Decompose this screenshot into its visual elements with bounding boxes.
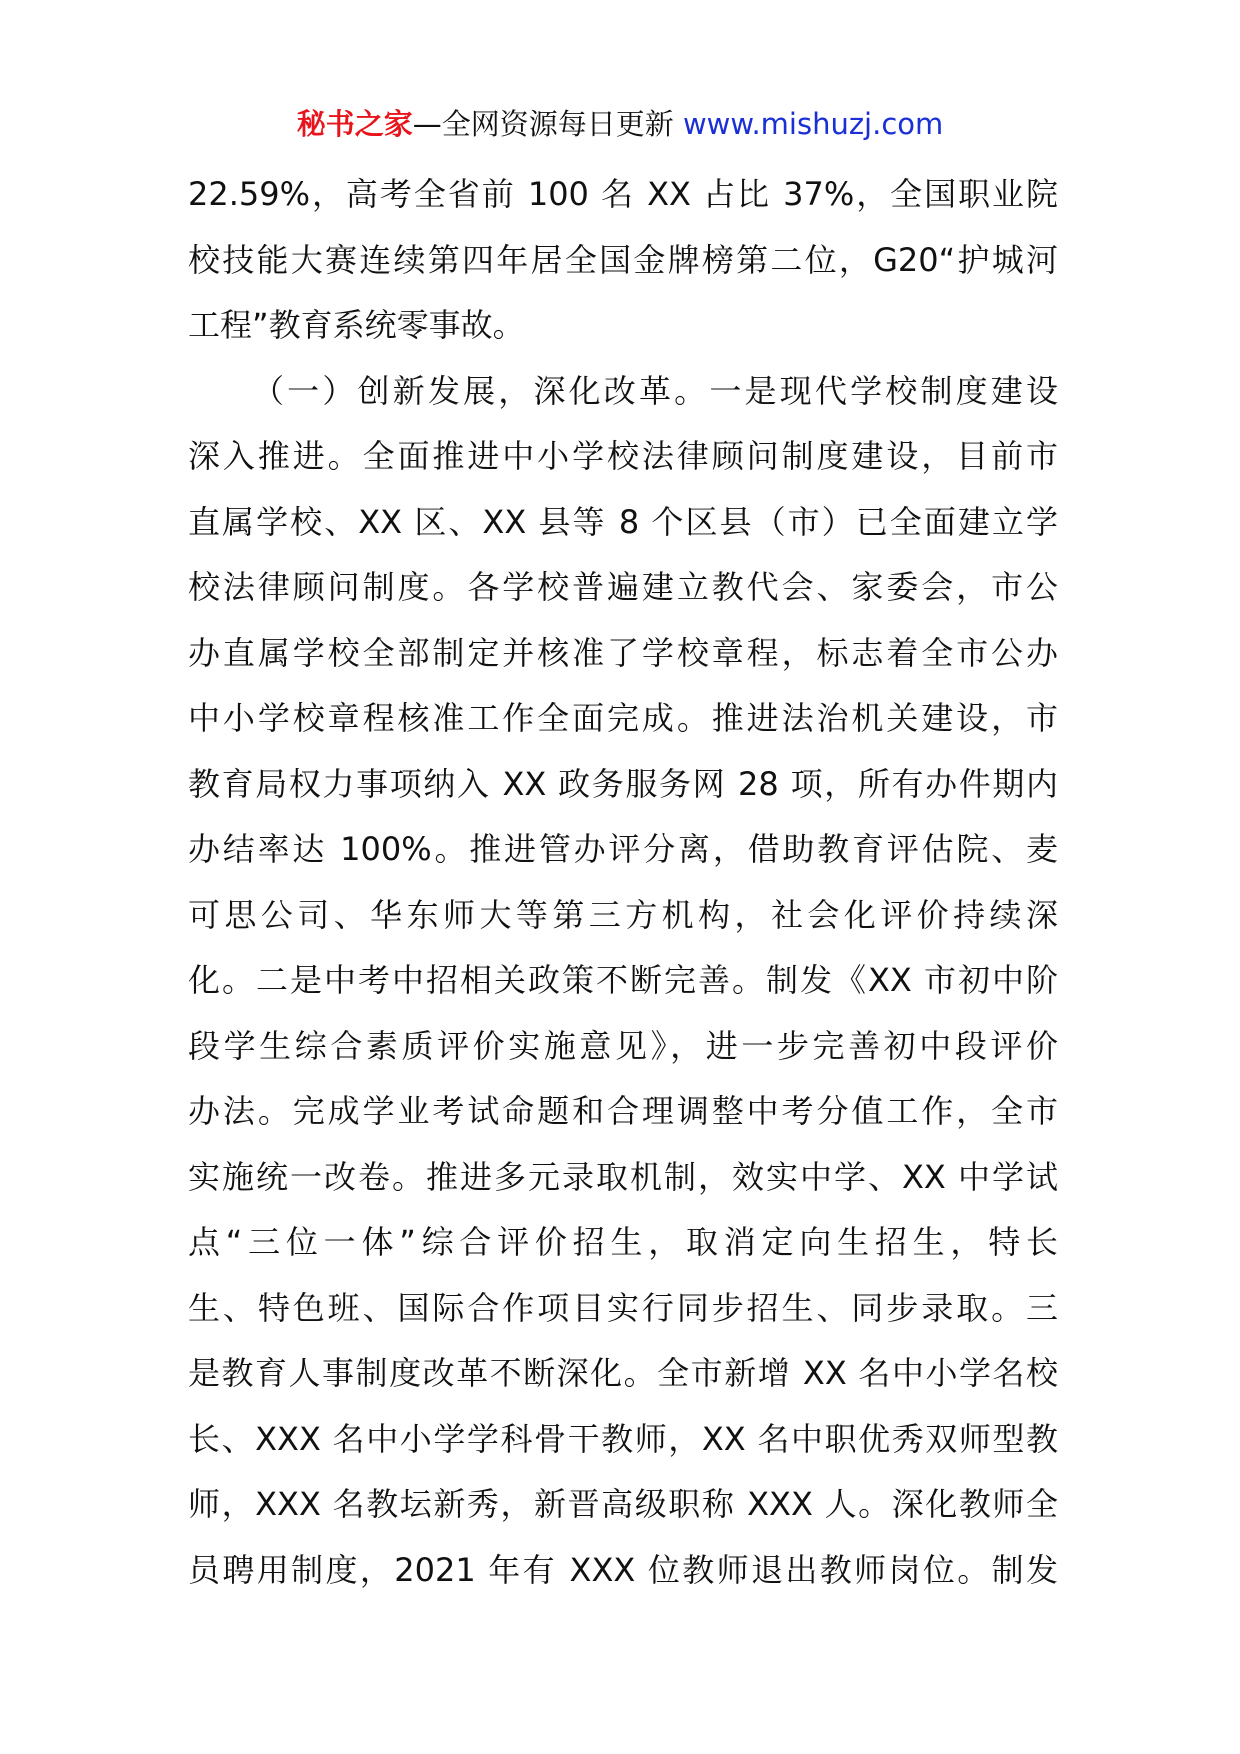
- text-line: 深入推进。全面推进中小学校法律顾问制度建设，目前市: [188, 437, 1058, 475]
- text-line: 实施统一改卷。推进多元录取机制，效实中学、XX 中学试: [188, 1157, 1058, 1196]
- text-line: 办结率达 100%。推进管办评分离，借助教育评估院、麦: [188, 830, 1058, 868]
- header-url[interactable]: www.mishuzj.com: [682, 107, 944, 141]
- page-header: [0, 100, 1240, 148]
- text-line: 可思公司、华东师大等第三方机构，社会化评价持续深: [188, 895, 1058, 934]
- text-line: 教育局权力事项纳入 XX 政务服务网 28 项，所有办件期内: [188, 764, 1058, 803]
- text-line: 校技能大赛连续第四年居全国金牌榜第二位，G20“护城河: [188, 240, 1058, 279]
- text-line: 校法律顾问制度。各学校普遍建立教代会、家委会，市公: [188, 568, 1058, 606]
- text-line: 师，XXX 名教坛新秀，新晋高级职称 XXX 人。深化教师全: [188, 1485, 1058, 1523]
- text-line: 是教育人事制度改革不断深化。全市新增 XX 名中小学名校: [188, 1354, 1058, 1392]
- text-line: 生、特色班、国际合作项目实行同步招生、同步录取。三: [188, 1288, 1058, 1327]
- text-line: 直属学校、XX 区、XX 县等 8 个区县（市）已全面建立学: [188, 502, 1058, 541]
- document-body: [188, 162, 1058, 1603]
- text-line: 点“三位一体”综合评价招生，取消定向生招生，特长: [188, 1223, 1058, 1261]
- text-line: 长、XXX 名中小学学科骨干教师，XX 名中职优秀双师型教: [188, 1419, 1058, 1458]
- text-line: 段学生综合素质评价实施意见》，进一步完善初中段评价: [188, 1026, 1058, 1065]
- text-line: 办直属学校全部制定并核准了学校章程，标志着全市公办: [188, 633, 1058, 672]
- text-line: 员聘用制度，2021 年有 XXX 位教师退出教师岗位。制发: [188, 1550, 1058, 1589]
- text-line: 22.59%，高考全省前 100 名 XX 占比 37%，全国职业院: [188, 175, 1058, 213]
- text-line: 化。二是中考中招相关政策不断完善。制发《XX 市初中阶: [188, 961, 1058, 999]
- paragraph-start-line: （一）创新发展，深化改革。一是现代学校制度建设: [252, 371, 1058, 410]
- text-line: 办法。完成学业考试命题和合理调整中考分值工作，全市: [188, 1092, 1058, 1130]
- text-line: 中小学校章程核准工作全面完成。推进法治机关建设，市: [188, 699, 1058, 737]
- header-tagline: —全网资源每日更新: [412, 107, 683, 141]
- header-brand: 秘书之家: [296, 107, 413, 141]
- text-line: 工程”教育系统零事故。: [188, 306, 525, 344]
